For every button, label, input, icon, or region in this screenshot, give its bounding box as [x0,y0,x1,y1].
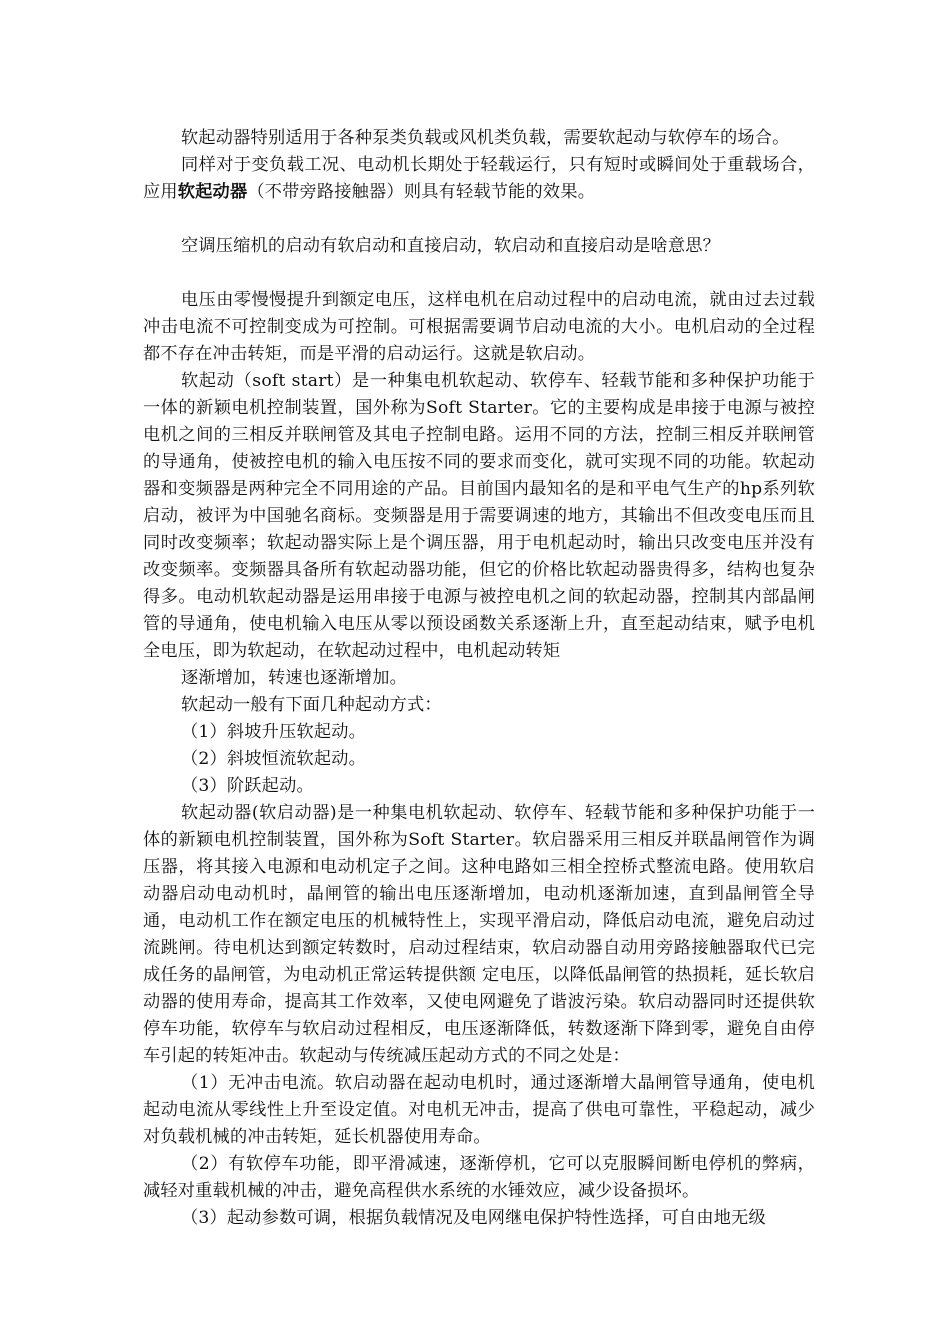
paragraph-energy-saving-lead: 同样对于变负载工况、电动机长期处于轻载运行，只有短时或瞬间处于重载场合，应用 [143,155,815,202]
bold-term-soft-starter: 软起动器 [177,182,248,202]
paragraph-soft-start-definition: 软起动（soft start）是一种集电机软起动、软停车、轻载节能和多种保护功能于一体的新颖电机控制装置，国外称为Soft Starter。它的主要构成是串接于电源与被控电机之间的三相反并联闸管及其电子控制电路。运用不同的方法，控制三相反并联闸管的导通角，使被控电机的输入电压按不同的要求而变化，就可实现不同的功能。软起动器和变频器是两种完全不同用途的产品。目前国内最知名的是和平电气生产的hp系列软启动，被评为中国驰名商标。变频器是用于需要调速的地方，其输出不但改变电压而且同时改变频率；软起动器实际上是个调压器，用于电机起动时，输出只改变电压并没有改变频率。变频器具备所有软起动器功能，但它的价格比软起动器贵得多，结构也复杂得多。电动机软起动器是运用串接于电源与被控电机之间的软起动器，控制其内部晶闸管的导通角，使电机输入电压从零以预设函数关系逐渐上升，直至起动结束，赋予电机全电压，即为软起动，在软起动过程中，电机起动转矩 [143,371,815,661]
paragraph-soft-starter-operation: 软起动器(软启动器)是一种集电机软起动、软停车、轻载节能和多种保护功能于一体的新颖电机控制装置，国外称为Soft Starter。软启器采用三相反并联晶闸管作为调压器，将其接入电源和电动机定子之间。这种电路如三相全控桥式整流电路。使用软启动器启动电动机时，晶闸管的输出电压逐渐增加，电动机逐渐加速，直到晶闸管全导通，电动机工作在额定电压的机械特性上，实现平滑启动，降低启动电流，避免启动过流跳闸。待电机达到额定转数时，启动过程结束，软启动器自动用旁路接触器取代已完成任务的晶闸管，为电动机正常运转提供额 定电压，以降低晶闸管的热损耗，延长软启动器的使用寿命，提高其工作效率，又使电网避免了谐波污染。软启动器同时还提供软停车功能，软停车与软启动过程相反，电压逐渐降低，转数逐渐下降到零，避免自由停车引起的转矩冲击。软起动与传统减压起动方式的不同之处是： [143,803,815,1066]
list-item: （3）阶跃起动。 [181,776,314,796]
paragraph-no-inrush-current: （1）无冲击电流。软启动器在起动电机时，通过逐渐增大晶闸管导通角，使电机起动电流从零线性上升至设定值。对电机无冲击，提高了供电可靠性，平稳起动，减少对负载机械的冲击转矩，延长机器使用寿命。 [143,1073,815,1147]
paragraph-applicability: 软起动器特别适用于各种泵类负载或风机类负载，需要软起动与软停车的场合。 [181,128,790,148]
paragraph-start-modes-intro: 软起动一般有下面几种起动方式： [181,695,442,715]
paragraph-voltage-ramp: 电压由零慢慢提升到额定电压，这样电机在启动过程中的启动电流，就由过去过载冲击电流不可控制变成为可控制。可根据需要调节启动电流的大小。电机启动的全过程都不存在冲击转矩，而是平滑的启动运行。这就是软启动。 [143,290,815,364]
paragraph-soft-stop: （2）有软停车功能，即平滑减速，逐渐停机，它可以克服瞬间断电停机的弊病，减轻对重载机械的冲击，避免高程供水系统的水锤效应，减少设备损坏。 [143,1154,815,1201]
paragraph-energy-saving [143,152,815,206]
question-heading: 空调压缩机的启动有软启动和直接启动，软启动和直接启动是啥意思？ [181,236,721,256]
list-item: （2）斜坡恒流软起动。 [181,749,367,769]
paragraph-torque-increase: 逐渐增加，转速也逐渐增加。 [181,668,408,688]
paragraph-adjustable-parameters: （3）起动参数可调，根据负载情况及电网继电保护特性选择，可自由地无级 [181,1208,766,1228]
document-body [143,125,815,1232]
paragraph-energy-saving-tail: （不带旁路接触器）则具有轻载节能的效果。 [247,182,596,202]
list-item: （1）斜坡升压软起动。 [181,722,367,742]
